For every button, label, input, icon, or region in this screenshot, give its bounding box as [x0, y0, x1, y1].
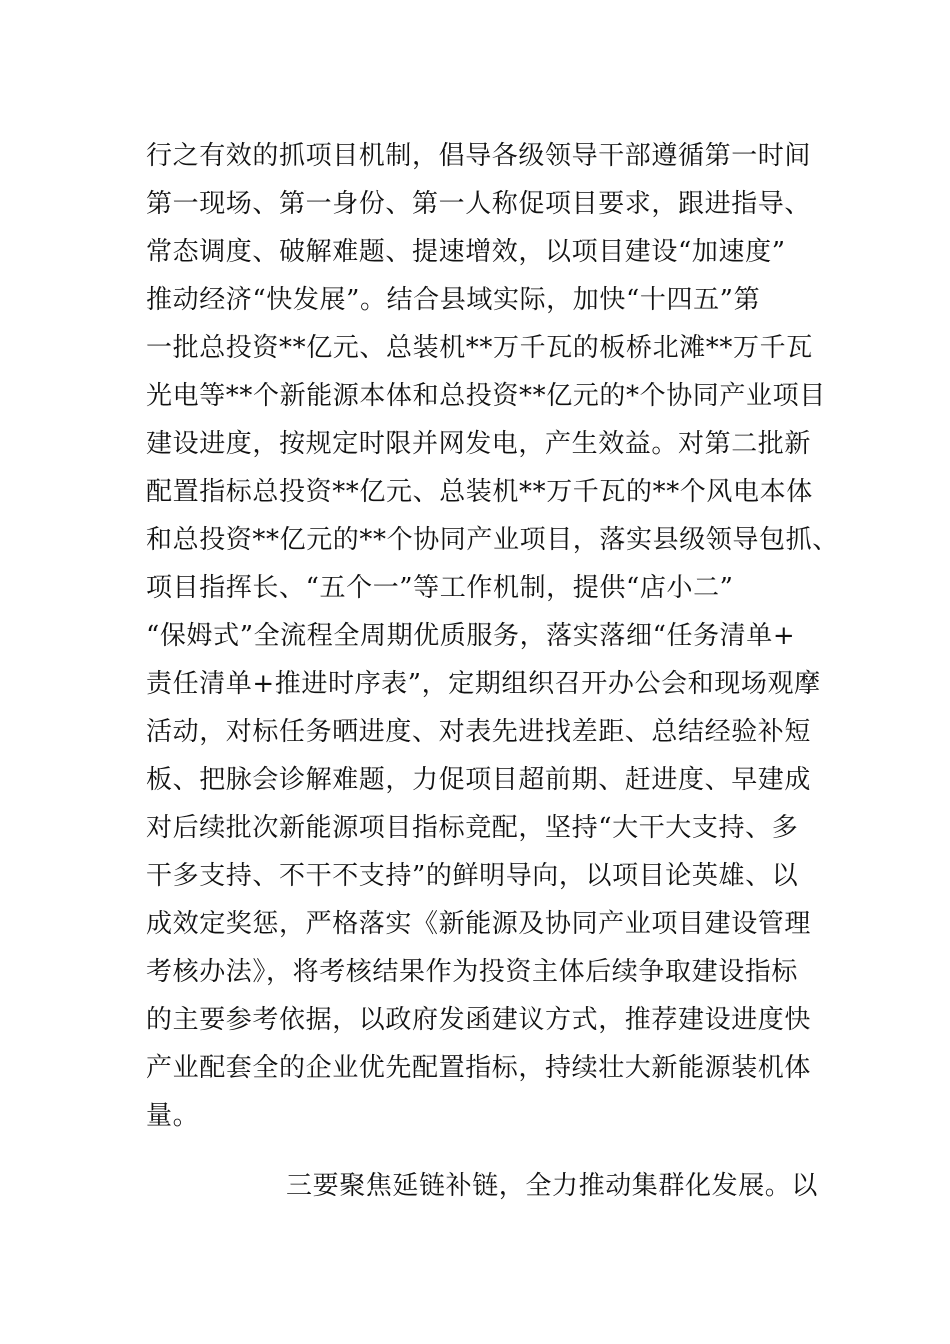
text-line: 常态调度、破解难题、提速增效，以项目建设“加速度” [146, 237, 786, 267]
text-line: 推动经济“快发展”。结合县域实际，加快“十四五”第 [146, 285, 761, 315]
text-line: 板、把脉会诊解难题，力促项目超前期、赶进度、早建成 [146, 765, 812, 795]
body-text [146, 132, 846, 1210]
text-line: 建设进度，按规定时限并网发电，产生效益。对第二批新 [146, 429, 812, 459]
text-line: 产业配套全的企业优先配置指标，持续壮大新能源装机体 [146, 1053, 812, 1083]
text-line: 配置指标总投资**亿元、总装机**万千瓦的**个风电本体 [146, 477, 813, 507]
text-line: 量。 [146, 1101, 200, 1131]
text-line: 对后续批次新能源项目指标竞配，坚持“大干大支持、多 [146, 813, 799, 843]
text-line: 成效定奖惩，严格落实《新能源及协同产业项目建设管理 [146, 909, 812, 939]
text-line: 干多支持、不干不支持”的鲜明导向，以项目论英雄、以 [146, 861, 799, 891]
text-line: 第一现场、第一身份、第一人称促项目要求，跟进指导、 [146, 189, 812, 219]
text-line: 行之有效的抓项目机制，倡导各级领导干部遵循第一时间 [146, 141, 812, 171]
text-line: “保姆式”全流程全周期优质服务，落实落细“任务清单+ [146, 621, 796, 651]
text-line: 活动，对标任务晒进度、对表先进找差距、总结经验补短 [146, 717, 812, 747]
text-line: 和总投资**亿元的**个协同产业项目，落实县级领导包抓、 [146, 525, 839, 555]
text-line: 考核办法》，将考核结果作为投资主体后续争取建设指标 [146, 957, 799, 987]
text-line: 项目指挥长、“五个一”等工作机制，提供“店小二” [146, 573, 734, 603]
text-line: 责任清单+推进时序表”，定期组织召开办公会和现场观摩 [146, 669, 821, 699]
text-line: 一批总投资**亿元、总装机**万千瓦的板桥北滩**万千瓦 [146, 333, 813, 363]
next-paragraph-line: 三要聚焦延链补链，全力推动集群化发展。以 [286, 1171, 819, 1201]
text-line: 光电等**个新能源本体和总投资**亿元的*个协同产业项目 [146, 381, 826, 411]
text-line: 的主要参考依据，以政府发函建议方式，推荐建设进度快 [146, 1005, 812, 1035]
